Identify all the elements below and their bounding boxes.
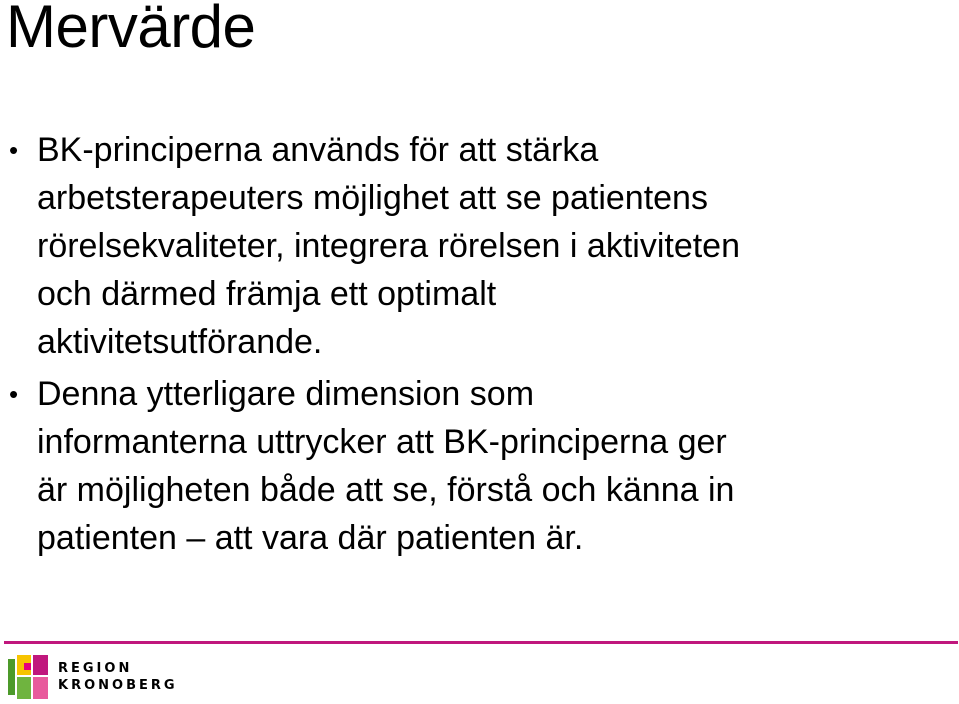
bullet-line: aktivitetsutförande. <box>37 323 323 361</box>
bullet-line: är möjligheten både att se, förstå och känna in <box>37 471 735 509</box>
logo-line-region: REGION <box>58 661 133 676</box>
bullet-line: rörelsekvaliteter, integrera rörelsen i aktiviteten <box>37 227 740 265</box>
region-kronoberg-logo-mark-icon <box>8 655 48 699</box>
logo-wordmark <box>58 660 178 694</box>
region-kronoberg-logo <box>8 655 178 699</box>
bullet-icon: • <box>9 135 19 165</box>
bullet-text <box>37 126 940 366</box>
footer-divider <box>4 641 958 644</box>
bullet-text <box>37 370 940 562</box>
bullet-line: arbetsterapeuters möjlighet att se patientens <box>37 179 708 217</box>
bullet-list <box>0 126 940 566</box>
bullet-line: Denna ytterligare dimension som <box>37 375 535 413</box>
bullet-item <box>0 126 940 366</box>
bullet-line: informanterna uttrycker att BK-principerna ger <box>37 423 727 461</box>
bullet-line: BK-principerna används för att stärka <box>37 131 599 169</box>
bullet-icon: • <box>9 379 19 409</box>
slide-title: Mervärde <box>6 0 256 60</box>
bullet-line: och därmed främja ett optimalt <box>37 275 497 313</box>
bullet-item <box>0 370 940 562</box>
logo-line-kronoberg: KRONOBERG <box>58 678 178 693</box>
bullet-line: patienten – att vara där patienten är. <box>37 519 584 557</box>
